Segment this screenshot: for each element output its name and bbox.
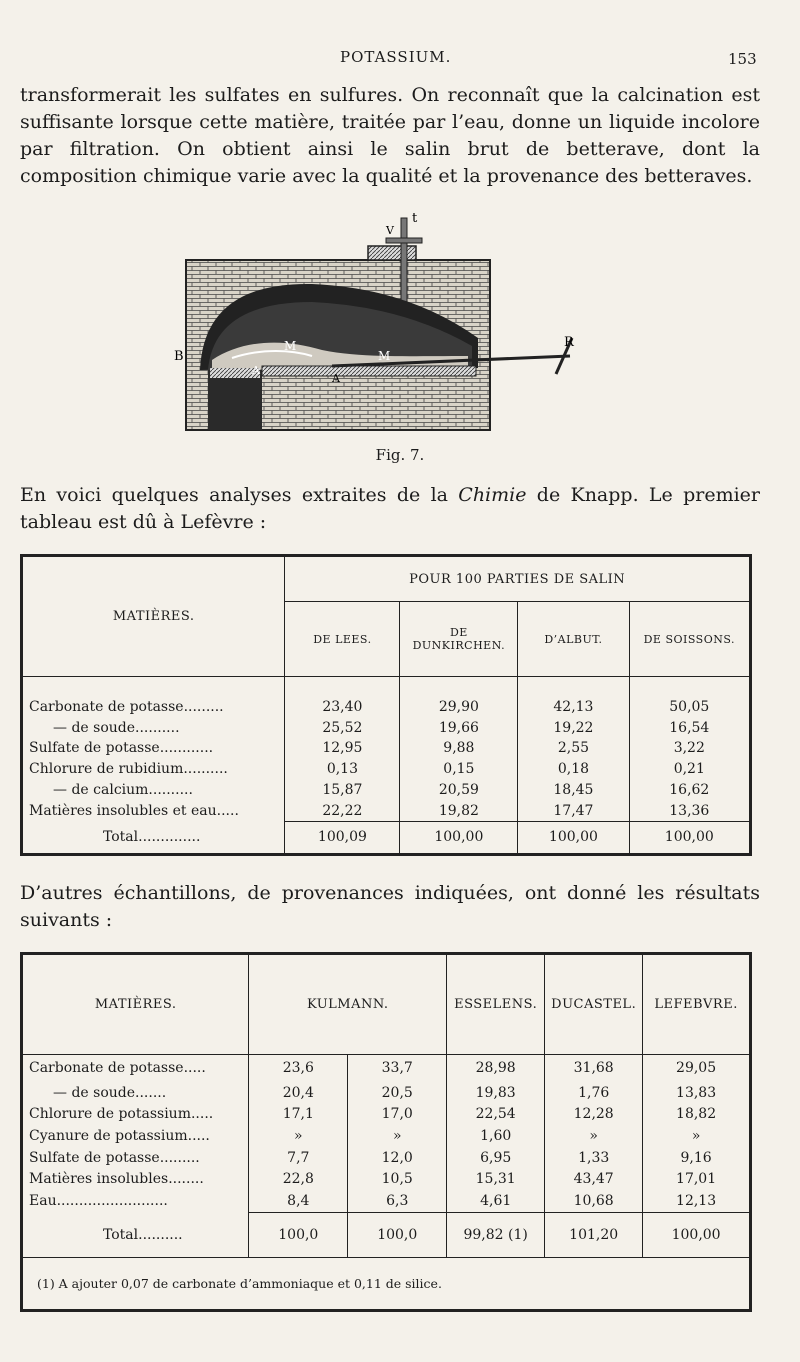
table-row [22,1147,751,1169]
table-row [22,717,751,738]
total-cell: 100,00 [629,821,750,854]
t1-group-header: POUR 100 PARTIES DE SALIN [285,556,751,602]
table-row [22,696,751,717]
t2-col-lefebvre: LEFEBVRE. [643,954,751,1055]
total-row [22,1212,751,1258]
row-label: — de soude....... [53,1084,167,1101]
table-row [22,1190,751,1212]
figure-caption: Fig. 7. [375,446,425,464]
cell: 13,83 [643,1082,751,1104]
analysis-table-1 [20,554,752,856]
table-row [22,1054,751,1081]
row-label: Eau......................... [29,1193,168,1210]
cell: 0,18 [518,759,629,780]
row-label: Cyanure de potassium..... [29,1127,210,1144]
t1-spacer [400,676,518,696]
cell: 1,76 [545,1082,643,1104]
table-row [22,759,751,780]
total-cell: 100,0 [348,1212,447,1258]
cell: 15,87 [285,780,400,801]
t1-spacer [629,676,750,696]
cell: » [545,1125,643,1147]
cell: 23,40 [285,696,400,717]
fire-grate [208,370,262,430]
cell: 17,1 [249,1103,348,1125]
row-label: Carbonate de potasse..... [29,1060,206,1077]
row-label: Sulfate de potasse............ [29,740,214,757]
table-row [22,1082,751,1104]
table-footnote: (1) A ajouter 0,07 de carbonate d’ammoniaque et 0,11 de silice. [22,1258,751,1311]
t1-header-matieres: MATIÈRES. [112,608,195,624]
table-row [22,1125,751,1147]
cell: 33,7 [348,1054,447,1081]
paragraph-3: D’autres échantillons, de provenances indiquées, ont donné les résultats suivants : [20,882,760,931]
book-title-italic: Chimie [458,484,527,506]
total-row [22,821,751,854]
cell: » [643,1125,751,1147]
cell: 19,83 [447,1082,545,1104]
cell: 15,31 [447,1169,545,1191]
total-cell: 100,09 [285,821,400,854]
table-row [22,801,751,822]
label-A-1: A [252,364,260,377]
page-number: 153 [728,50,757,68]
analysis-table-2 [20,952,752,1312]
cell: 16,62 [629,780,750,801]
cell: 29,90 [400,696,518,717]
cell: 0,13 [285,759,400,780]
cell: 31,68 [545,1054,643,1081]
cell: 10,5 [348,1169,447,1191]
cell: 3,22 [629,738,750,759]
row-label: Sulfate de potasse......... [29,1149,200,1166]
total-cell: 100,00 [400,821,518,854]
cell: 7,7 [249,1147,348,1169]
cell: » [249,1125,348,1147]
total-label: Total.......... [103,1226,183,1243]
label-M-2: M [378,349,391,363]
t2-header-matieres: MATIÈRES. [22,954,249,1055]
cell: 19,82 [400,801,518,822]
cell: 6,95 [447,1147,545,1169]
label-t: t [412,211,418,226]
t1-col-dunkirchen: DE DUNKIRCHEN. [400,602,518,677]
hearth-floor [262,366,476,376]
row-label: Matières insolubles........ [29,1171,204,1188]
table-row [22,1169,751,1191]
row-label: Chlorure de rubidium.......... [29,761,228,778]
cell: 9,88 [400,738,518,759]
cell: 28,98 [447,1054,545,1081]
cell: 20,4 [249,1082,348,1104]
cell: 1,60 [447,1125,545,1147]
cell: 50,05 [629,696,750,717]
cell: 17,0 [348,1103,447,1125]
rod-crossbar [386,238,422,243]
cell: 17,01 [643,1169,751,1191]
total-cell: 99,82 (1) [447,1212,545,1258]
running-title: POTASSIUM. [340,48,452,66]
cell: 23,6 [249,1054,348,1081]
t1-col-soissons: DE SOISSONS. [629,602,750,677]
table-row [22,1103,751,1125]
cell: 9,16 [643,1147,751,1169]
t1-spacer [518,676,629,696]
cell: 25,52 [285,717,400,738]
cell: 18,82 [643,1103,751,1125]
cell: 8,4 [249,1190,348,1212]
paragraph-2-text-b: de Knapp. Le premier tableau est dû à Lefèvre : [20,484,760,533]
row-label: — de soude.......... [53,719,180,736]
label-V: V [386,224,394,237]
cell: 1,33 [545,1147,643,1169]
cell: 20,59 [400,780,518,801]
t2-col-ducastel: DUCASTEL. [545,954,643,1055]
cell: » [348,1125,447,1147]
cell: 19,22 [518,717,629,738]
cell: 42,13 [518,696,629,717]
t2-col-esselens: ESSELENS. [447,954,545,1055]
table-row [22,738,751,759]
t1-spacer [22,676,285,696]
cell: 4,61 [447,1190,545,1212]
cell: 12,95 [285,738,400,759]
cell: 12,28 [545,1103,643,1125]
cell: 17,47 [518,801,629,822]
cell: 10,68 [545,1190,643,1212]
paragraph-2 [20,482,760,536]
paragraph-1: transformerait les sulfates en sulfures. On reconnaît que la calcination est suffisante lorsque cette matière, traitée par l’eau, donne un liquide incolore par filtration. On obtient ainsi le salin brut de betterave, dont la composition chimique varie avec la qualité et la provenance des betteraves. [20,84,760,187]
table-row [22,780,751,801]
cell: 0,15 [400,759,518,780]
cell: 12,13 [643,1190,751,1212]
t1-col-lees: DE LEES. [285,602,400,677]
label-M-1: M [284,339,297,353]
paragraph-2-text-a: En voici quelques analyses extraites de la [20,484,459,506]
running-header [0,40,800,70]
total-cell: 101,20 [545,1212,643,1258]
cell: 16,54 [629,717,750,738]
cell: 19,66 [400,717,518,738]
cell: 12,0 [348,1147,447,1169]
label-B: B [174,349,184,364]
top-plate [368,246,416,260]
row-label: Chlorure de potassium..... [29,1106,214,1123]
cell: 20,5 [348,1082,447,1104]
total-cell: 100,0 [249,1212,348,1258]
label-A-2: A [332,372,340,385]
t1-spacer [285,676,400,696]
cell: 18,45 [518,780,629,801]
total-cell: 100,00 [643,1212,751,1258]
row-label: Matières insolubles et eau..... [29,803,239,819]
cell: 6,3 [348,1190,447,1212]
t2-col-kulmann: KULMANN. [249,954,447,1055]
cell: 29,05 [643,1054,751,1081]
furnace-figure [172,210,612,445]
t1-col-albut: D’ALBUT. [518,602,629,677]
row-label: Carbonate de potasse......... [29,698,224,715]
cell: 22,8 [249,1169,348,1191]
cell: 22,22 [285,801,400,822]
cell: 22,54 [447,1103,545,1125]
row-label: — de calcium.......... [53,782,193,799]
cell: 13,36 [629,801,750,822]
label-R: R [564,335,574,350]
total-cell: 100,00 [518,821,629,854]
total-label: Total.............. [103,829,201,846]
cell: 0,21 [629,759,750,780]
cell: 2,55 [518,738,629,759]
cell: 43,47 [545,1169,643,1191]
